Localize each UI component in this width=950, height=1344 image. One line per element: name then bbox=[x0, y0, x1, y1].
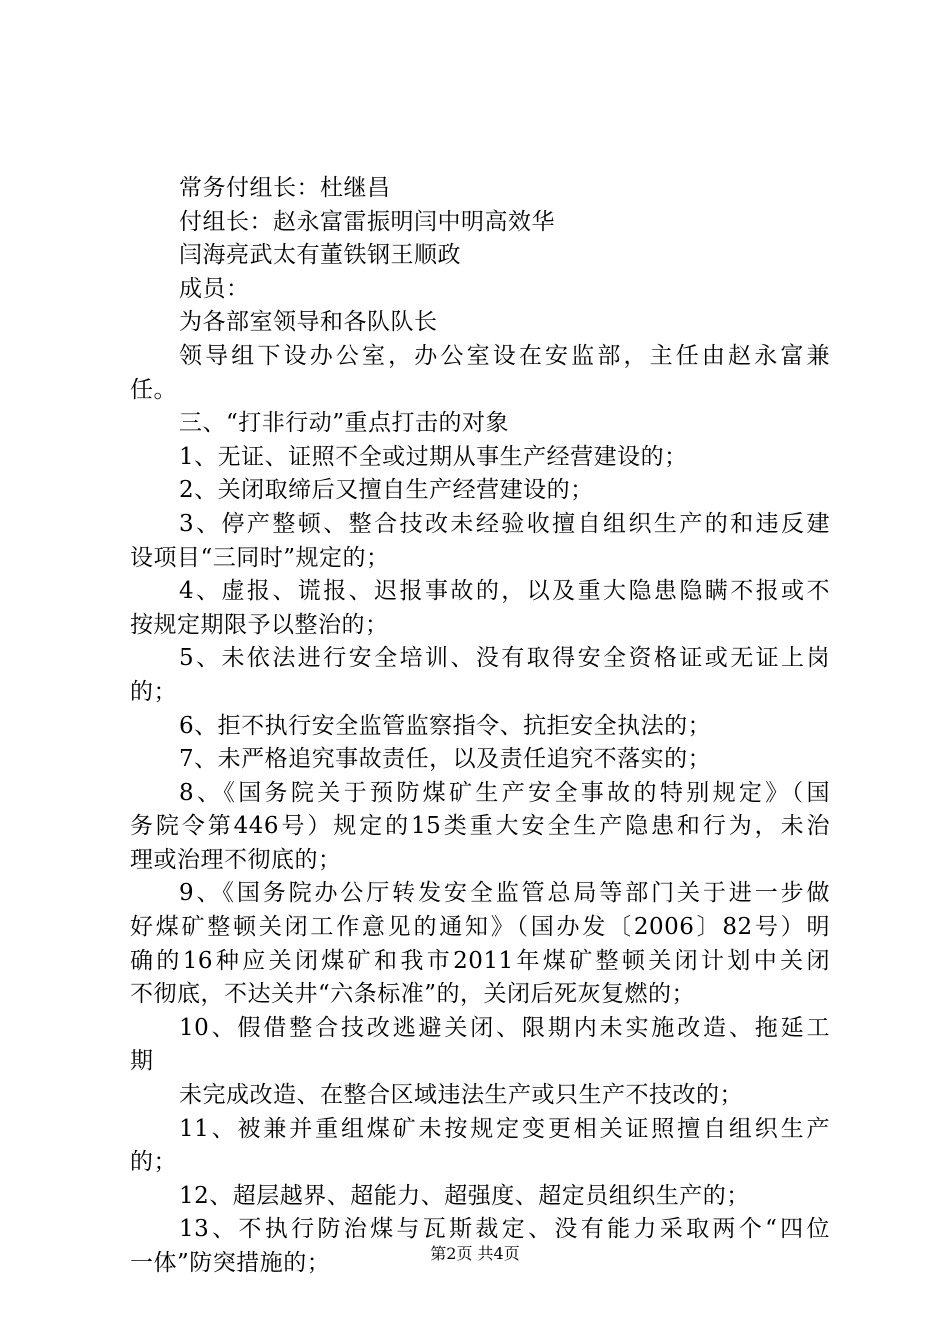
text-line: 3、停产整顿、整合技改未经验收擅自组织生产的和违反建 bbox=[179, 510, 830, 537]
page-footer bbox=[0, 1244, 950, 1264]
text-line: 好煤矿整顿关闭工作意见的通知》（国办发〔2006〕82号）明 bbox=[130, 914, 830, 941]
text-line: 不彻底，不达关井“六条标准”的，关闭后死灰复燃的； bbox=[130, 981, 696, 1008]
page-number: 第2页 共4页 bbox=[430, 1244, 520, 1263]
text-line: 7、未严格追究事故责任，以及责任追究不落实的； bbox=[179, 746, 712, 773]
text-line: 1、无证、证照不全或过期从事生产经营建设的； bbox=[179, 443, 688, 470]
text-line: 理或治理不彻底的； bbox=[130, 846, 342, 873]
text-line: 13、不执行防治煤与瓦斯裁定、没有能力采取两个“四位 bbox=[179, 1216, 830, 1243]
text-line: 一体”防突措施的； bbox=[130, 1250, 331, 1276]
text-line: 5、未依法进行安全培训、没有取得安全资格证或无证上岗 bbox=[179, 645, 830, 672]
text-line: 4、虚报、谎报、迟报事故的，以及重大隐患隐瞒不报或不 bbox=[179, 578, 830, 605]
text-line: 期 bbox=[130, 1048, 154, 1075]
text-line: 闫海亮武太有董铁钢王顺政 bbox=[179, 242, 461, 269]
text-line: 9、《国务院办公厅转发安全监管总局等部门关于进一步做 bbox=[179, 880, 830, 907]
text-line: 领导组下设办公室，办公室设在安监部，主任由赵永富兼 bbox=[179, 342, 830, 369]
text-line: 12、超层越界、超能力、超强度、超定员组织生产的； bbox=[179, 1182, 750, 1209]
text-line: 成员： bbox=[179, 275, 250, 302]
text-line: 设项目“三同时”规定的； bbox=[130, 544, 390, 571]
text-line: 11、被兼并重组煤矿未按规定变更相关证照擅自组织生产 bbox=[179, 1115, 830, 1142]
text-line: 确的16种应关闭煤矿和我市2011年煤矿整顿关闭计划中关闭 bbox=[130, 947, 830, 974]
text-line: 务院令第446号）规定的15类重大安全生产隐患和行为，未治 bbox=[130, 813, 830, 840]
text-line: 任。 bbox=[130, 376, 177, 403]
text-line: 付组长：赵永富雷振明闫中明高效华 bbox=[179, 208, 555, 235]
text-line: 10、假借整合技改逃避关闭、限期内未实施改造、拖延工 bbox=[179, 1014, 830, 1041]
text-line: 为各部室领导和各队队长 bbox=[179, 309, 438, 336]
text-line: 8、《国务院关于预防煤矿生产安全事故的特别规定》（国 bbox=[179, 779, 830, 806]
text-line: 按规定期限予以整治的； bbox=[130, 611, 389, 638]
text-line: 的； bbox=[130, 1149, 177, 1176]
document-body bbox=[130, 172, 830, 1281]
text-line: 的； bbox=[130, 678, 177, 705]
text-line: 未完成改造、在整合区域违法生产或只生产不技改的； bbox=[179, 1082, 743, 1109]
text-line: 三、“打非行动”重点打击的对象 bbox=[179, 410, 510, 437]
text-line: 常务付组长：杜继昌 bbox=[179, 175, 391, 201]
text-line: 2、关闭取缔后又擅自生产经营建设的； bbox=[179, 477, 594, 504]
text-line: 6、拒不执行安全监管监察指令、抗拒安全执法的； bbox=[179, 712, 712, 739]
